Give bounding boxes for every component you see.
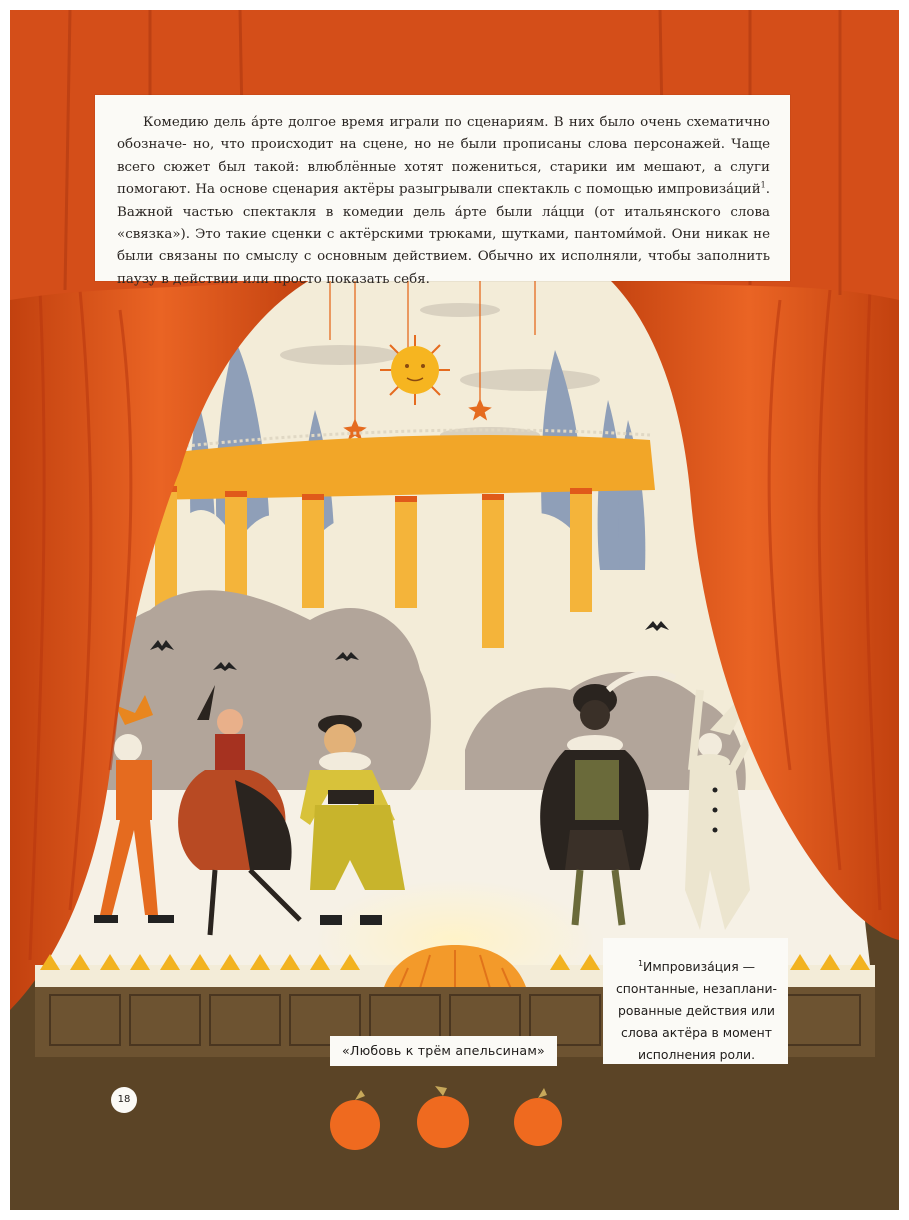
orange-1 <box>330 1090 380 1150</box>
footnote-line: рованные действия или <box>618 1003 775 1018</box>
footnote-number: 1 <box>637 958 644 968</box>
text-line: . Важной частью спектакля в комедии дель а́рте <box>117 182 770 220</box>
footnote-box <box>603 938 788 1064</box>
book-page <box>10 10 899 1210</box>
footnote-line: слова актёра в момент <box>621 1025 772 1040</box>
text-line: но, что происходит на сцене, но не были прописаны слова персонажей. Чаще всего сюжет был такой: <box>117 137 770 175</box>
text-line: пантоми́мой. Они никак не были связаны по смыслу с основным действием. Обычно их исполняли, <box>117 227 770 265</box>
text-line: Комедию дель а́рте долгое время играли по сценариям. В них было очень схематично обозначе- <box>117 115 770 153</box>
footnote-line <box>615 956 778 978</box>
text-line: чтобы заполнить паузу в действии или просто показать себя. <box>117 249 770 287</box>
footnote-line: исполнения роли. <box>637 1047 756 1062</box>
text-line: влюблённые хотят пожениться, старики им мешают, а слуги помогают. На основе сценария актёры <box>117 159 770 198</box>
footnote-marker: 1 <box>760 180 766 190</box>
orange-3 <box>514 1088 562 1146</box>
sun-decoration <box>380 335 450 405</box>
text-line: были ла́цци (от итальянского слова «связка»). Это такие сценки с актёрскими трюками, шутками, <box>117 204 770 243</box>
three-oranges <box>330 1086 562 1150</box>
footnote-term: Импровиза́ция — <box>643 959 756 974</box>
page-number: 18 <box>111 1087 137 1113</box>
main-text-box <box>95 95 790 287</box>
main-paragraph <box>95 95 790 291</box>
footnote-line: спонтанные, незаплани- <box>615 981 778 996</box>
text-line: разыгрывали спектакль с помощью импровиза́ций <box>398 182 761 198</box>
illustration-caption: «Любовь к трём апельсинам» <box>330 1036 557 1066</box>
orange-2 <box>417 1086 469 1148</box>
